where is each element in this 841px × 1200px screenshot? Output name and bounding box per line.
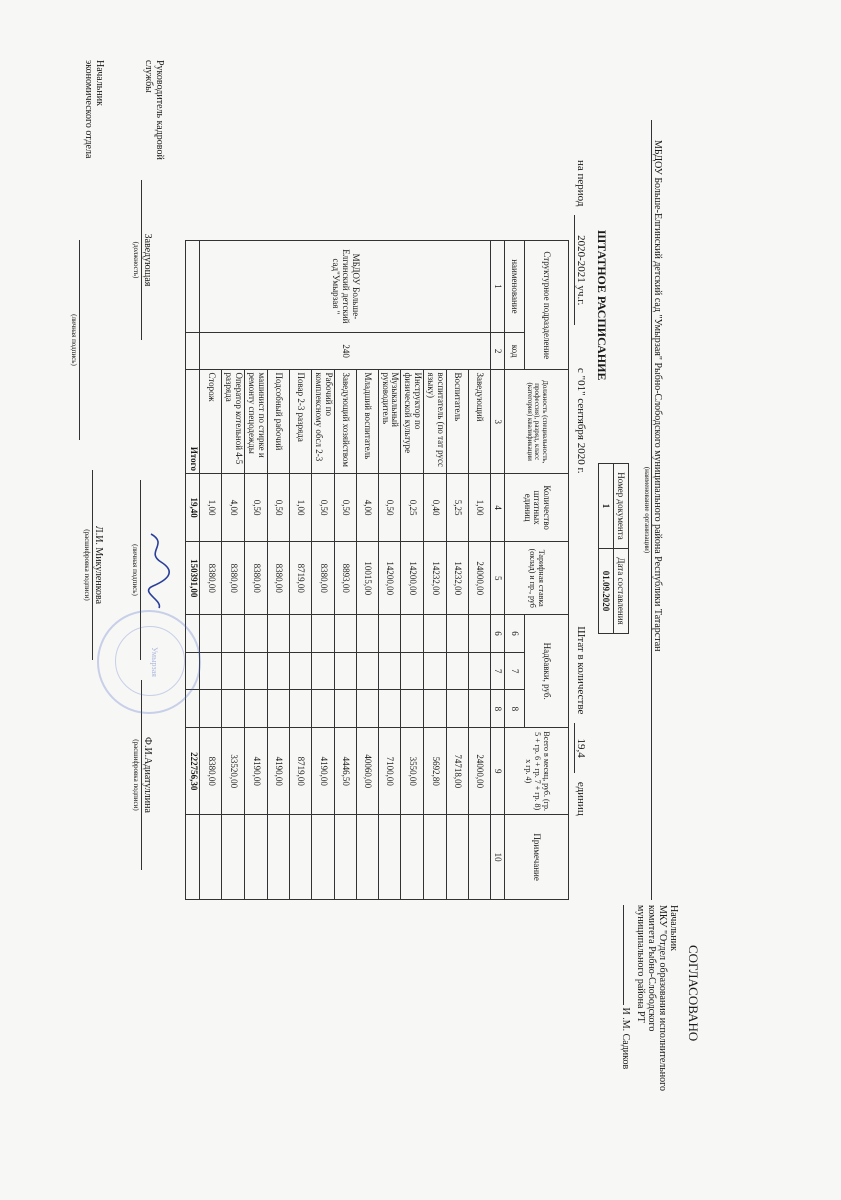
header-total: Всего в месяц, руб. (гр. 5 + гр. 6 + гр. 7 + гр. 8) x гр. 4) — [505, 728, 569, 815]
staff-value: 19,4 — [574, 723, 587, 773]
approval-line: МКУ "Отдел образования исполнительного — [657, 905, 668, 1092]
hr-position-field — [132, 180, 153, 340]
allowance-cell — [469, 615, 491, 653]
col-num: 8 — [491, 690, 505, 728]
allowance-cell — [311, 652, 334, 690]
staff-unit: единиц — [575, 781, 587, 816]
total-cell: 4190,00 — [245, 728, 268, 815]
total-cell: 4446,50 — [334, 728, 356, 815]
econ-label-line2: экономического отдела — [83, 60, 94, 159]
period-label: на период — [575, 160, 587, 207]
allowance-cell — [424, 690, 447, 728]
total-cell: 7100,00 — [378, 728, 401, 815]
note-cell — [245, 815, 268, 900]
allowance-cell — [289, 615, 311, 653]
allowance-cell — [356, 652, 378, 690]
rate-cell: 8380,00 — [311, 542, 334, 615]
allowance-cell — [289, 690, 311, 728]
header-code: код — [505, 332, 525, 370]
approval-line: муниципального района РТ — [635, 905, 646, 1023]
total-cell: 5692,80 — [424, 728, 447, 815]
allowance-cell — [200, 615, 222, 653]
allowance-cell — [469, 652, 491, 690]
period-value: 2020-2021 уч.г. — [574, 215, 587, 325]
allowance-cell — [311, 690, 334, 728]
approval-title: СОГЛАСОВАНО — [686, 945, 701, 1042]
rate-cell: 8380,00 — [222, 542, 245, 615]
rate-cell: 14200,00 — [378, 542, 401, 615]
econ-signature-field — [70, 240, 92, 440]
position-cell: Заведующий — [469, 370, 491, 474]
total-rate: 150391,00 — [186, 542, 200, 615]
note-cell — [200, 815, 222, 900]
hr-label-line2: службы — [143, 60, 154, 93]
allowance-cell — [267, 652, 289, 690]
approval-block — [620, 905, 701, 1125]
note-cell — [424, 815, 447, 900]
unit-name: МБДОУ Больше-Елгинский детский сад"Умырзая " — [200, 241, 491, 333]
allowance-cell — [378, 690, 401, 728]
doc-date: 01.09.2020 — [599, 549, 614, 634]
stamp-text: Умырзая — [150, 647, 159, 677]
total-cell: 40060,00 — [356, 728, 378, 815]
position-cell: Заведующий хозяйством — [334, 370, 356, 474]
hr-position-caption: (должность) — [132, 180, 142, 340]
count-cell: 4,00 — [222, 474, 245, 542]
doc-number-box — [598, 463, 629, 634]
total-cell: 4190,00 — [311, 728, 334, 815]
count-cell: 4,00 — [356, 474, 378, 542]
approval-line: комитета Рыбно-Слободского — [646, 905, 657, 1032]
count-cell: 0,50 — [334, 474, 356, 542]
hr-position: Заведующая — [142, 233, 153, 287]
allowance-cell — [334, 652, 356, 690]
header-allow-8: 8 — [505, 690, 525, 728]
header-count: Количество штатных единиц — [505, 474, 569, 542]
total-cell: 74718,00 — [447, 728, 469, 815]
allowance-cell — [245, 615, 268, 653]
hr-name-caption: (расшифровка подписи) — [132, 680, 142, 870]
count-cell: 0,50 — [245, 474, 268, 542]
total-cell: 33520,00 — [222, 728, 245, 815]
position-cell: Подсобный рабочий — [267, 370, 289, 474]
rate-cell: 10015,00 — [356, 542, 378, 615]
position-cell: Повар 2-3 разряда — [289, 370, 311, 474]
col-num: 3 — [491, 370, 505, 474]
header-struct: Структурное подразделение — [525, 241, 569, 370]
allowance-cell — [200, 652, 222, 690]
column-number-row — [491, 241, 505, 900]
total-sum: 222756,30 — [186, 728, 200, 815]
col-num: 1 — [491, 241, 505, 333]
total-label: Итого — [186, 370, 200, 474]
econ-name-field — [83, 470, 104, 660]
position-cell: воспитатель (по тат русс языку) — [424, 370, 447, 474]
rate-cell: 14200,00 — [401, 542, 424, 615]
count-cell: 0,50 — [267, 474, 289, 542]
allowance-cell — [469, 690, 491, 728]
table-row — [469, 241, 491, 900]
document-title: ШТАТНОЕ РАСПИСАНИЕ — [595, 230, 609, 381]
econ-label — [83, 60, 105, 200]
doc-number: 1 — [599, 464, 614, 549]
allowance-cell — [334, 615, 356, 653]
hr-signature-caption: (личная подпись) — [131, 480, 141, 660]
rate-cell: 24000,00 — [469, 542, 491, 615]
approval-signer: И .М. Садиков — [620, 1007, 631, 1070]
signature-scribble-icon — [143, 530, 171, 610]
note-cell — [356, 815, 378, 900]
allowance-cell — [222, 652, 245, 690]
allowance-cell — [245, 690, 268, 728]
allowance-cell — [447, 690, 469, 728]
approval-line: Начальник — [668, 905, 679, 951]
allowance-cell — [222, 615, 245, 653]
total-row — [186, 241, 200, 900]
organization-name: МБДОУ Больше-Елгинский детский сад "Умырзая" Рыбно-Слободского муниципального района Республики Татарстан — [651, 120, 663, 900]
allowance-cell — [401, 690, 424, 728]
allowance-cell — [267, 690, 289, 728]
position-cell: Инструктор по физической культуре — [401, 370, 424, 474]
col-num: 10 — [491, 815, 505, 900]
header-note: Примечание — [505, 815, 569, 900]
rate-cell: 14232,00 — [424, 542, 447, 615]
allowance-cell — [378, 652, 401, 690]
col-num: 5 — [491, 542, 505, 615]
header-allowances: Надбавки, руб. — [525, 615, 569, 728]
position-cell: машинист по стирке и ремонту спецодежды — [245, 370, 268, 474]
count-cell: 1,00 — [200, 474, 222, 542]
count-cell: 5,25 — [447, 474, 469, 542]
count-cell: 0,25 — [401, 474, 424, 542]
note-cell — [289, 815, 311, 900]
position-cell: Воспитатель — [447, 370, 469, 474]
official-stamp-icon — [97, 610, 201, 714]
note-cell — [267, 815, 289, 900]
allowance-cell — [401, 615, 424, 653]
rate-cell: 8380,00 — [200, 542, 222, 615]
allowance-cell — [447, 652, 469, 690]
rate-cell: 8893,00 — [334, 542, 356, 615]
col-num: 2 — [491, 332, 505, 370]
allowance-cell — [424, 652, 447, 690]
header-allow-6: 6 — [505, 615, 525, 653]
count-cell: 0,50 — [311, 474, 334, 542]
doc-number-label: Номер документа — [614, 464, 629, 549]
hr-name: Ф.И.Адиатуллина — [142, 737, 153, 813]
total-cell: 8380,00 — [200, 728, 222, 815]
note-cell — [334, 815, 356, 900]
note-cell — [401, 815, 424, 900]
allowance-cell — [378, 615, 401, 653]
staff-table — [185, 240, 569, 900]
total-count: 19,40 — [186, 474, 200, 542]
hr-label — [143, 60, 165, 170]
total-cell: 24000,00 — [469, 728, 491, 815]
count-cell: 1,00 — [289, 474, 311, 542]
note-cell — [447, 815, 469, 900]
econ-name: Л.И. Микуленкова — [93, 525, 104, 605]
rate-cell: 14232,00 — [447, 542, 469, 615]
allowance-cell — [401, 652, 424, 690]
header-allow-7: 7 — [505, 652, 525, 690]
allowance-cell — [289, 652, 311, 690]
allowance-cell — [200, 690, 222, 728]
period-line — [571, 160, 587, 920]
col-num: 6 — [491, 615, 505, 653]
econ-label-line1: Начальник — [94, 60, 105, 106]
rate-cell: 8719,00 — [289, 542, 311, 615]
position-cell: Рабочий по комплексному обсл 2-3 — [311, 370, 334, 474]
staff-label: Штат в количестве — [575, 626, 587, 715]
header-position: Должность (специальность, профессия), разряд, класс (категория) квалификации — [505, 370, 569, 474]
note-cell — [378, 815, 401, 900]
position-cell: Музыкальный руководитель — [378, 370, 401, 474]
hr-label-line1: Руководитель кадровой — [154, 60, 165, 160]
note-cell — [222, 815, 245, 900]
position-cell: Оператор котельной 4-5 разряда — [222, 370, 245, 474]
econ-name-caption: (расшифровка подписи) — [83, 470, 93, 660]
allowance-cell — [424, 615, 447, 653]
allowance-cell — [334, 690, 356, 728]
position-cell: Младший воспитатель — [356, 370, 378, 474]
note-cell — [469, 815, 491, 900]
position-cell: Сторож — [200, 370, 222, 474]
allowance-cell — [447, 615, 469, 653]
total-cell: 8719,00 — [289, 728, 311, 815]
count-cell: 0,50 — [378, 474, 401, 542]
total-cell: 4190,00 — [267, 728, 289, 815]
econ-signature-caption: (личная подпись) — [70, 240, 80, 440]
allowance-cell — [356, 690, 378, 728]
period-from: с "01" сентября 2020 г. — [575, 367, 587, 474]
total-cell: 3550,00 — [401, 728, 424, 815]
count-cell: 0,40 — [424, 474, 447, 542]
organization-caption: (наименование организации) — [643, 466, 651, 554]
unit-code: 240 — [200, 332, 491, 370]
header-name: наименование — [505, 241, 525, 333]
allowance-cell — [267, 615, 289, 653]
rate-cell: 8380,00 — [267, 542, 289, 615]
allowance-cell — [222, 690, 245, 728]
col-num: 4 — [491, 474, 505, 542]
col-num: 7 — [491, 652, 505, 690]
organization-block — [643, 120, 663, 900]
allowance-cell — [356, 615, 378, 653]
rate-cell: 8380,00 — [245, 542, 268, 615]
note-cell — [311, 815, 334, 900]
doc-date-label: Дата составления — [614, 549, 629, 634]
header-rate: Тарифная ставка (оклад) и пр., руб — [505, 542, 569, 615]
col-num: 9 — [491, 728, 505, 815]
count-cell: 1,00 — [469, 474, 491, 542]
allowance-cell — [311, 615, 334, 653]
allowance-cell — [245, 652, 268, 690]
